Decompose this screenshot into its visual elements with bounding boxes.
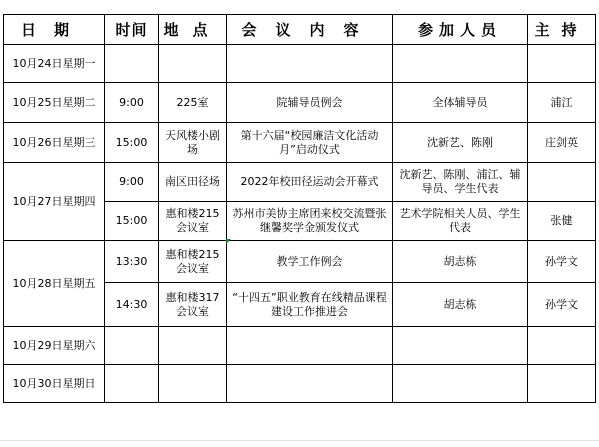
date-cell[interactable]: 10月26日星期三: [4, 123, 105, 163]
place-cell[interactable]: 惠和楼317会议室: [159, 283, 227, 327]
header-host-label: 主持: [534, 20, 589, 39]
time-cell[interactable]: 13:30: [105, 241, 159, 283]
date-cell[interactable]: 10月29日星期六: [4, 327, 105, 365]
content-cell[interactable]: 院辅导员例会: [227, 83, 393, 123]
place-cell[interactable]: [159, 327, 227, 365]
place-cell[interactable]: 惠和楼215会议室: [159, 241, 227, 283]
time-cell[interactable]: 14:30: [105, 283, 159, 327]
content-cell[interactable]: 教学工作例会: [227, 241, 393, 283]
host-cell[interactable]: 孙学文: [528, 283, 596, 327]
content-cell[interactable]: [227, 45, 393, 83]
place-cell[interactable]: 225室: [159, 83, 227, 123]
content-cell[interactable]: [227, 327, 393, 365]
header-host[interactable]: [528, 15, 596, 45]
people-cell[interactable]: 沈新艺、陈刚、浦江、辅导员、学生代表: [393, 163, 528, 202]
content-cell[interactable]: 2022年校田径运动会开幕式: [227, 163, 393, 202]
time-cell[interactable]: [105, 327, 159, 365]
time-cell[interactable]: 9:00: [105, 163, 159, 202]
table-row: [4, 45, 596, 83]
header-date-label: 日期: [20, 20, 87, 39]
date-cell[interactable]: 10月30日星期日: [4, 365, 105, 403]
people-cell[interactable]: 艺术学院相关人员、学生代表: [393, 202, 528, 241]
people-cell[interactable]: [393, 45, 528, 83]
host-cell[interactable]: 张健: [528, 202, 596, 241]
table-row: [4, 123, 596, 163]
header-time[interactable]: [105, 15, 159, 45]
place-cell[interactable]: 南区田径场: [159, 163, 227, 202]
place-cell[interactable]: [159, 365, 227, 403]
time-cell[interactable]: [105, 365, 159, 403]
host-cell[interactable]: [528, 327, 596, 365]
content-cell[interactable]: “十四五”职业教育在线精品课程建设工作推进会: [227, 283, 393, 327]
people-cell[interactable]: [393, 327, 528, 365]
header-date[interactable]: [4, 15, 105, 45]
table-row: [4, 163, 596, 202]
host-cell[interactable]: 浦江: [528, 83, 596, 123]
header-place[interactable]: [159, 15, 227, 45]
header-row: [4, 15, 596, 45]
time-cell[interactable]: 15:00: [105, 123, 159, 163]
people-cell[interactable]: [393, 365, 528, 403]
time-cell[interactable]: 15:00: [105, 202, 159, 241]
host-cell[interactable]: [528, 365, 596, 403]
people-cell[interactable]: 全体辅导员: [393, 83, 528, 123]
header-people-label: 参加人员: [417, 20, 502, 39]
host-cell[interactable]: [528, 45, 596, 83]
host-cell[interactable]: 孙学文: [528, 241, 596, 283]
content-cell[interactable]: 苏州市美协主席团来校交流暨张继馨奖学金颁发仪式: [227, 202, 393, 241]
place-cell[interactable]: [159, 45, 227, 83]
people-cell[interactable]: 胡志栋: [393, 283, 528, 327]
table-row: [4, 365, 596, 403]
header-time-label: 时间: [115, 20, 148, 39]
header-people[interactable]: [393, 15, 528, 45]
place-cell[interactable]: 天风楼小剧场: [159, 123, 227, 163]
header-place-label: 地点: [163, 20, 222, 39]
date-cell[interactable]: 10月24日星期一: [4, 45, 105, 83]
table-row: [4, 83, 596, 123]
header-content-label: 会议内容: [241, 20, 378, 39]
time-cell[interactable]: [105, 45, 159, 83]
time-cell[interactable]: 9:00: [105, 83, 159, 123]
date-cell[interactable]: 10月25日星期二: [4, 83, 105, 123]
date-cell[interactable]: 10月28日星期五: [4, 241, 105, 327]
people-cell[interactable]: 沈新艺、陈刚: [393, 123, 528, 163]
cell-comment-marker: [226, 239, 231, 244]
place-cell[interactable]: 惠和楼215会议室: [159, 202, 227, 241]
schedule-table: [3, 14, 596, 403]
table-row: [4, 241, 596, 283]
content-cell[interactable]: [227, 365, 393, 403]
table-row: [4, 327, 596, 365]
content-cell[interactable]: 第十六届“校园廉洁文化活动月”启动仪式: [227, 123, 393, 163]
header-content[interactable]: [227, 15, 393, 45]
date-cell[interactable]: 10月27日星期四: [4, 163, 105, 241]
host-cell[interactable]: [528, 163, 596, 202]
people-cell[interactable]: 胡志栋: [393, 241, 528, 283]
host-cell[interactable]: 庄剑英: [528, 123, 596, 163]
